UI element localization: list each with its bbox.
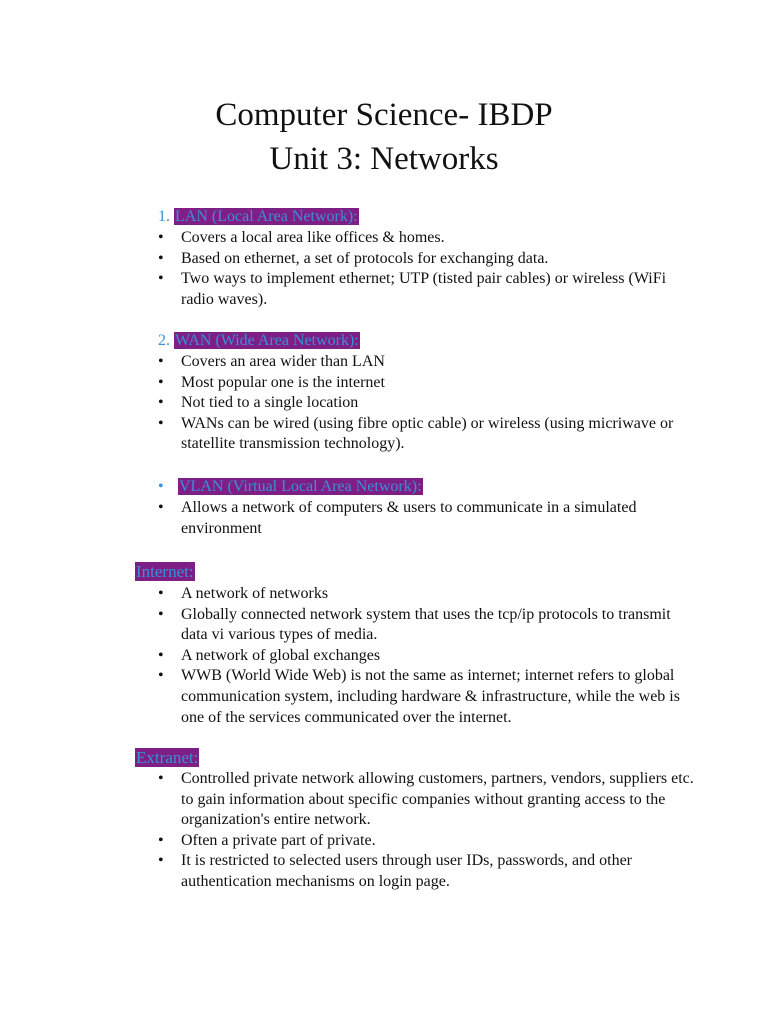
section-heading <box>135 748 199 768</box>
list-item: • It is restricted to selected users through user IDs, passwords, and other authentication mechanisms on login page. <box>158 851 698 892</box>
bullet-list <box>158 769 698 893</box>
list-item: • A network of networks <box>158 584 698 605</box>
list-item: • WANs can be wired (using fibre optic cable) or wireless (using micriwave or statellite transmission technology). <box>158 414 698 455</box>
section-heading <box>158 331 360 351</box>
list-item: • Not tied to a single location <box>158 393 698 414</box>
section-heading-label: VLAN (Virtual Local Area Network): <box>179 478 422 495</box>
list-item: • Allows a network of computers & users to communicate in a simulated environment <box>158 498 698 539</box>
section-heading <box>158 477 423 497</box>
section-number: 2. <box>158 332 170 349</box>
list-item: • Two ways to implement ethernet; UTP (tisted pair cables) or wireless (WiFi radio waves). <box>158 269 698 310</box>
bullet-list <box>158 498 698 539</box>
section-bullet: • <box>158 478 164 495</box>
document-title: Computer Science- IBDP <box>215 97 553 133</box>
bullet-list <box>158 228 698 310</box>
list-item: • Controlled private network allowing customers, partners, vendors, suppliers etc. to gain information about specific companies without granting access to the organization's entire network. <box>158 769 698 831</box>
list-item: • Most popular one is the internet <box>158 373 698 394</box>
document-subtitle: Unit 3: Networks <box>269 141 499 177</box>
list-item: • Often a private part of private. <box>158 831 698 852</box>
section-heading-label: LAN (Local Area Network): <box>175 208 358 225</box>
section-heading-label: WAN (Wide Area Network): <box>175 332 359 349</box>
list-item: • WWB (World Wide Web) is not the same as internet; internet refers to global communication system, including hardware & infrastructure, while the web is one of the services communicated over the internet. <box>158 666 698 728</box>
section-heading <box>158 207 359 227</box>
bullet-list <box>158 584 698 728</box>
section-heading-label: Internet: <box>136 562 194 581</box>
list-item: • Covers an area wider than LAN <box>158 352 698 373</box>
bullet-list <box>158 352 698 455</box>
list-item: • Covers a local area like offices & homes. <box>158 228 698 249</box>
list-item: • A network of global exchanges <box>158 646 698 667</box>
list-item: • Globally connected network system that uses the tcp/ip protocols to transmit data vi various types of media. <box>158 605 698 646</box>
section-heading-label: Extranet: <box>136 748 199 767</box>
list-item: • Based on ethernet, a set of protocols for exchanging data. <box>158 249 698 270</box>
section-heading <box>135 562 195 582</box>
section-number: 1. <box>158 208 170 225</box>
